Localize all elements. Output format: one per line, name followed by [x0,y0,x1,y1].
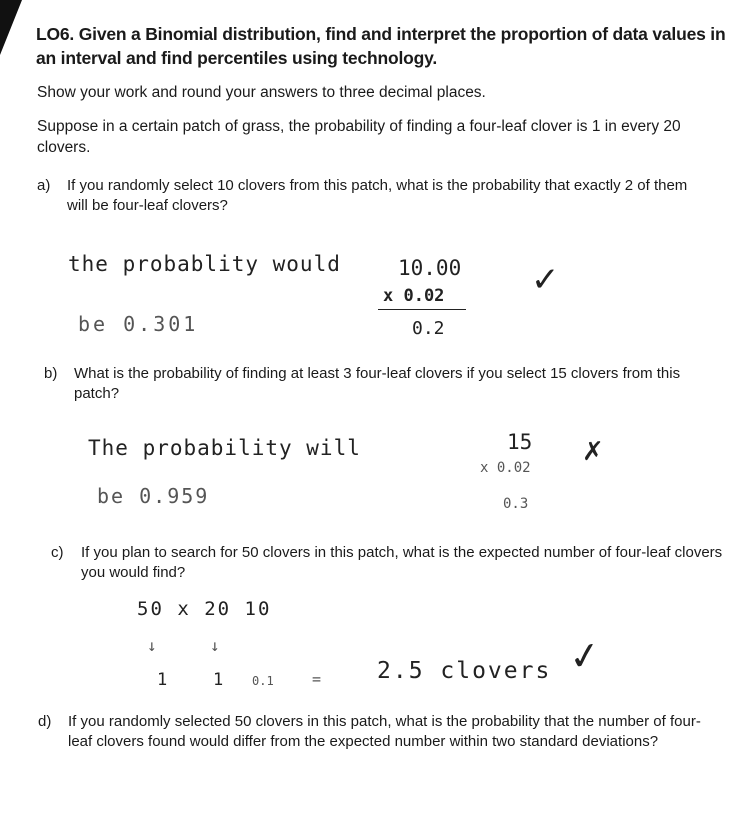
question-b-text-1: What is the probability of finding at least 3 four-leaf clovers if you select 15 clovers from this [74,365,681,382]
answer-a-line-2: be 0.301 [78,312,199,336]
question-c [51,543,736,587]
answer-b-calc-3: 0.3 [503,496,529,512]
answer-c-value-2: 1 [213,670,224,690]
question-c-text-2: you would find? [81,564,186,581]
grade-c-check-mark: ✓ [566,633,604,681]
question-d-label: d) [38,713,52,730]
answer-b-line-2: be 0.959 [97,484,210,508]
answer-c-equals: = [312,670,322,688]
answer-a-calc-2: x 0.02 [383,286,445,306]
grade-a-check-mark: ✓ [531,261,560,299]
question-a-text-1: If you randomly select 10 clovers from this patch, what is the probability that exactly 2 of them [67,177,688,194]
answer-c-result: 2.5 clovers [377,658,552,684]
instructions: Show your work and round your answers to three decimal places. [37,84,486,101]
question-d-text-1: If you randomly selected 50 clovers in this patch, what is the probability that the number of four- [68,713,701,730]
answer-c-value-1: 1 [157,670,168,690]
question-b [44,364,734,408]
question-d-text-2: leaf clovers found would differ from the expected number within two standard deviations? [68,733,659,750]
answer-c-arrow-2: ↓ [210,636,220,655]
objective-heading: LO6. Given a Binomial distribution, find and interpret the proportion of data values in an interval and find percentiles using technology. [36,24,726,68]
question-b-text-2: patch? [74,385,120,402]
grade-b-x-mark: ✗ [582,436,604,466]
answer-b-calc-1: 15 [507,430,533,454]
answer-b-calc-2: x 0.02 [480,460,531,476]
question-a [37,176,732,220]
answer-c-value-3: 0.1 [252,674,274,688]
answer-a-divider [378,309,466,310]
answer-c-line-1: 50 x 20 10 [137,598,272,620]
question-c-label: c) [51,544,64,561]
question-a-text-2: will be four-leaf clovers? [67,197,228,214]
question-b-label: b) [44,365,58,382]
corner-mark [0,0,22,55]
question-d [38,712,728,756]
answer-c-arrow-1: ↓ [147,636,157,655]
answer-a-line-1: the probablity would [68,252,341,276]
answer-b-line-1: The probability will [88,436,361,460]
answer-a-calc-3: 0.2 [412,318,445,339]
scenario: Suppose in a certain patch of grass, the probability of finding a four-leaf clover is 1 in every 20 clovers. [37,118,681,156]
question-c-text-1: If you plan to search for 50 clovers in this patch, what is the expected number of four-leaf clovers [81,544,723,561]
answer-a-calc-1: 10.00 [398,256,462,280]
question-a-label: a) [37,177,51,194]
